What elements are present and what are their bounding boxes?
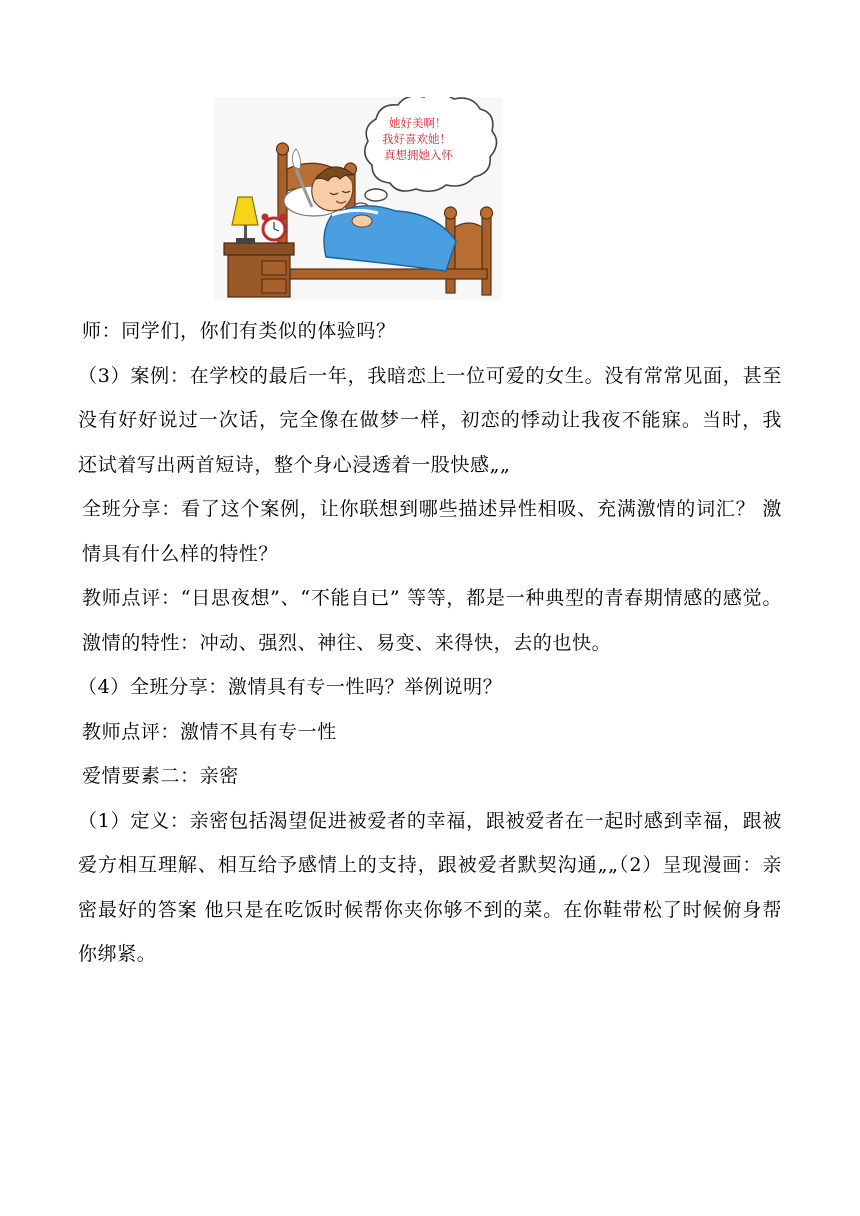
- nightstand: [224, 243, 294, 297]
- document-body: [78, 309, 782, 977]
- thought-line-3: 真想拥她入怀: [384, 148, 453, 162]
- section-heading-intimacy: 爱情要素二：亲密: [82, 765, 239, 787]
- paragraph-teacher-comment-1: 教师点评：“日思夜想”、“不能自已” 等等，都是一种典型的青春期情感的感觉。 激情的特性：冲动、强烈、神往、易变、来得快，去的也快。: [82, 587, 782, 654]
- thought-line-1: 她好美啊！: [389, 116, 447, 130]
- paragraph-class-share: 全班分享：看了这个案例，让你联想到哪些描述异性相吸、充满激情的词汇？ 激情具有什么样的特性？: [82, 498, 782, 565]
- thought-bubble: [354, 97, 497, 211]
- sleeping-boy-illustration: [214, 97, 502, 300]
- paragraph-teacher-question: 师：同学们，你们有类似的体验吗？: [82, 320, 396, 342]
- lamp-icon: [232, 197, 258, 243]
- thought-line-2: 我好喜欢她！: [382, 132, 451, 146]
- paragraph-teacher-comment-2: 教师点评：激情不具有专一性: [82, 720, 337, 743]
- paragraph-definition: （1）定义：亲密包括渴望促进被爱者的幸福，跟被爱者在一起时感到幸福，跟被爱方相互理解、相互给予感情上的支持，跟被爱者默契沟通„„（2）呈现漫画：亲密最好的答案 他只是在吃饭时候帮你夹你够不到的菜。在你鞋带松了时候俯身帮你绑紧。: [78, 809, 782, 965]
- alarm-clock-icon: [262, 214, 287, 241]
- paragraph-class-share-4: （4）全班分享：激情具有专一性吗？举例说明？: [78, 676, 503, 698]
- paragraph-case-3: （3）案例：在学校的最后一年，我暗恋上一位可爱的女生。没有常常见面，甚至没有好好说过一次话，完全像在做梦一样，初恋的悸动让我夜不能寐。当时，我还试着写出两首短诗，整个身心浸透着一股快感„„: [78, 364, 782, 476]
